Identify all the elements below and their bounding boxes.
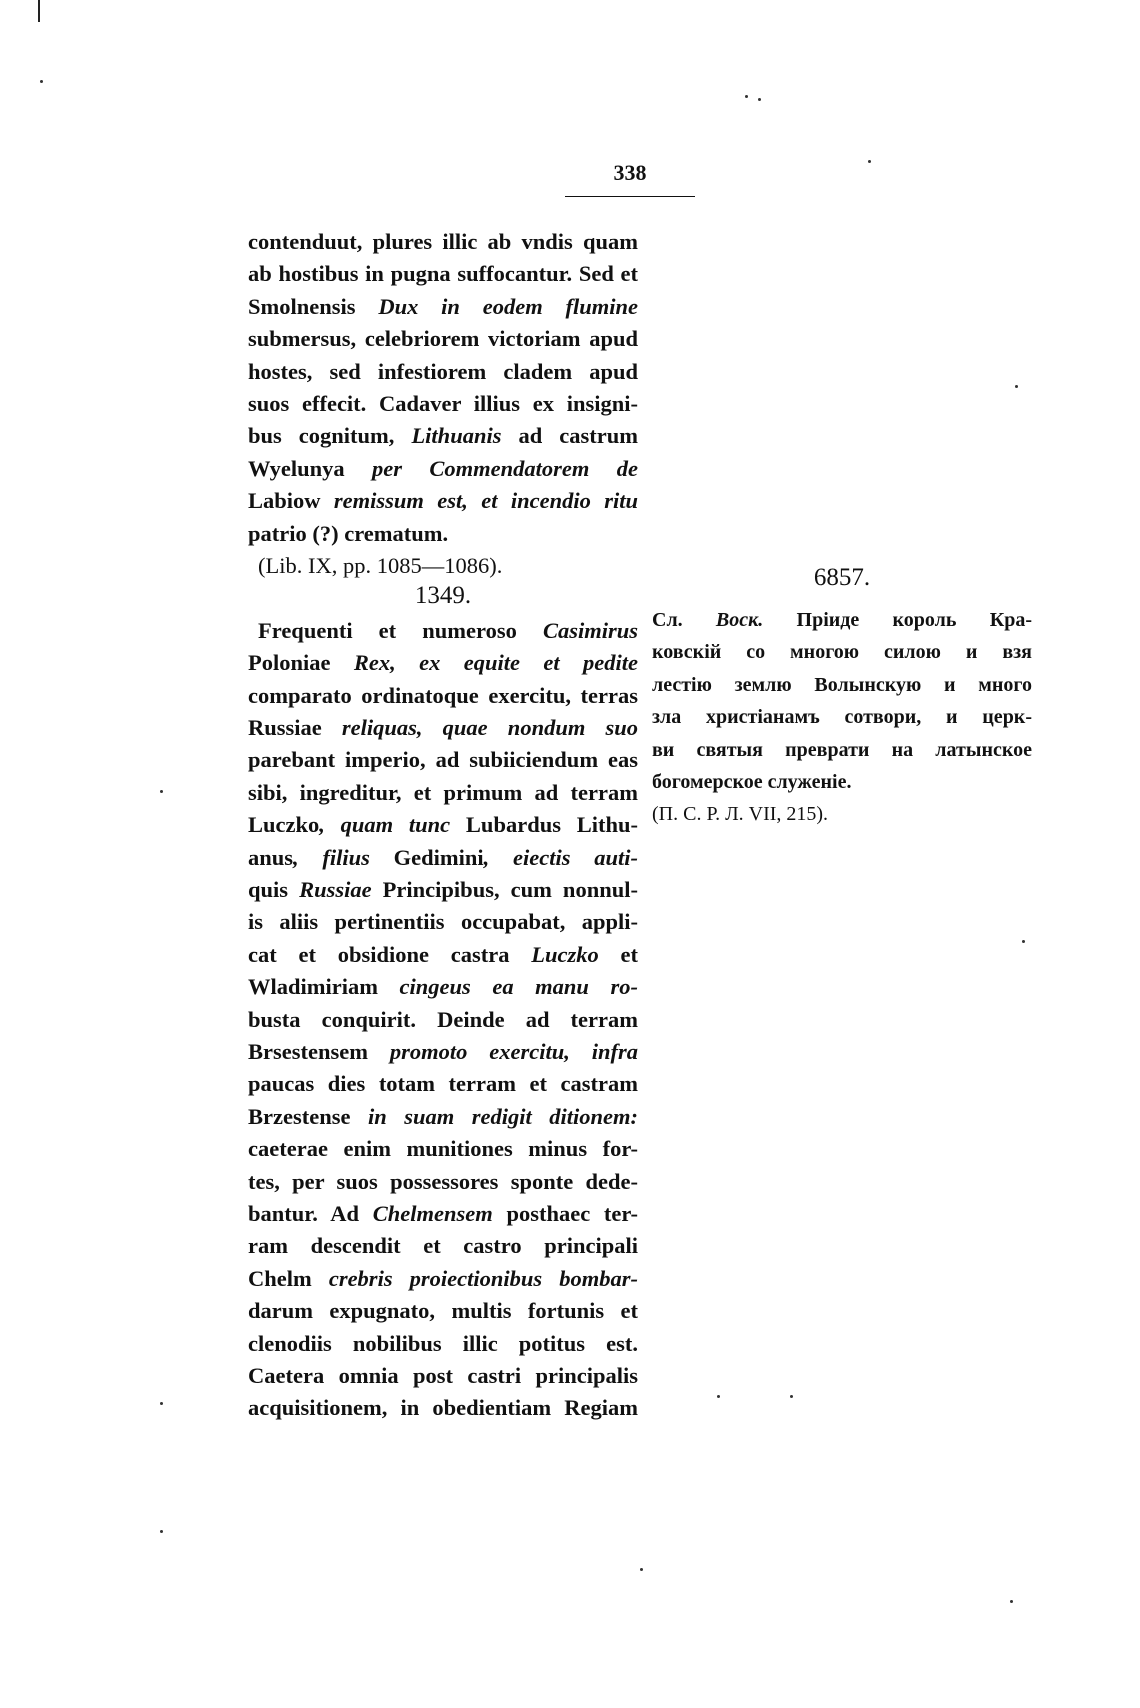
- text-segment: Lubardus Lithu-: [465, 812, 638, 838]
- text-line: busta conquirit. Deinde ad terram: [248, 1006, 638, 1032]
- text-segment: Poloniae: [248, 650, 331, 676]
- scan-speck: [758, 98, 761, 101]
- text-line: [248, 973, 638, 1001]
- text-line: tes, per suos possessores sponte dede-: [248, 1168, 638, 1194]
- text-segment: Labiow: [248, 488, 321, 514]
- text-line: comparato ordinatoque exercitu, terras: [248, 682, 638, 708]
- top-left-mark: [38, 0, 40, 22]
- text-line: [258, 617, 638, 645]
- text-line: [248, 422, 638, 450]
- italic-name: Воск.: [715, 609, 764, 631]
- text-segment: Principibus, cum nonnul-: [371, 877, 638, 902]
- text-segment: Прiиде король Кра-: [763, 609, 1032, 631]
- italic-name: cingeus ea manu ro-: [378, 974, 638, 1000]
- text-line: [248, 1103, 638, 1131]
- text-line: [248, 455, 638, 483]
- scan-speck: [40, 80, 43, 83]
- text-segment: bus cognitum,: [248, 423, 412, 449]
- italic-name: Chelmensem: [372, 1201, 493, 1226]
- italic-name: per Commendatorem de: [344, 455, 638, 481]
- year-heading-russian: 6857.: [813, 564, 871, 591]
- scan-speck: [1015, 385, 1018, 388]
- text-segment: cat et obsidione castra: [248, 941, 532, 967]
- text-line: contenduut, plures illic ab vndis quam: [248, 229, 638, 254]
- scan-speck: [745, 95, 748, 98]
- text-line: parebant imperio, ad subiiciendum eas: [248, 747, 638, 773]
- text-line-russian: богомерское служенiе.: [652, 771, 852, 793]
- year-heading: 1349.: [414, 582, 472, 610]
- text-line: [248, 844, 638, 872]
- text-segment: Gedimini: [393, 844, 484, 870]
- text-line: [248, 876, 638, 904]
- text-line: [248, 293, 638, 321]
- scan-speck: [717, 1395, 720, 1398]
- text-line: [248, 714, 638, 742]
- italic-name: Luczko: [531, 941, 599, 967]
- reference-line: (Lib. IX, pp. 1085—1086).: [258, 553, 503, 578]
- text-line: [248, 1200, 638, 1228]
- text-line: is aliis pertinentiis occupabat, appli-: [248, 909, 638, 935]
- text-line: caeterae enim munitiones minus for-: [248, 1136, 638, 1162]
- reference-line-russian: (П. С. Р. Л. VII, 215).: [652, 803, 829, 826]
- italic-name: crebris proiectionibus bombar-: [311, 1265, 638, 1291]
- scan-speck: [160, 1402, 163, 1405]
- italic-name: remissum est, et incendio ritu: [320, 488, 638, 514]
- italic-name: in suam redigit ditionem:: [350, 1103, 638, 1129]
- text-segment: ad castrum: [501, 423, 638, 449]
- text-segment: Brzestense: [248, 1103, 351, 1129]
- text-line: sibi, ingreditur, et primum ad terram: [248, 779, 638, 805]
- text-line: [248, 941, 638, 969]
- text-line: patrio (?) crematum.: [248, 520, 449, 546]
- text-line: [248, 1038, 638, 1066]
- text-segment: posthaec ter-: [492, 1201, 638, 1226]
- italic-name: Russiae: [299, 877, 372, 902]
- scan-speck: [640, 1568, 643, 1571]
- text-segment: Smolnensis: [248, 293, 356, 319]
- text-line: ram descendit et castro principali: [248, 1233, 638, 1259]
- text-line-russian: ви святыя преврати на латынское: [652, 738, 1032, 761]
- italic-name: Lithuanis: [411, 423, 502, 449]
- text-line: suos effecit. Cadaver illius ex insigni-: [248, 391, 638, 416]
- text-segment: Frequenti et numeroso: [258, 617, 543, 643]
- text-line: Caetera omnia post castri principalis: [248, 1363, 638, 1388]
- scan-speck: [1010, 1600, 1013, 1603]
- text-line-russian: лестiю землю Волынскую и много: [652, 673, 1032, 696]
- text-line: [248, 487, 638, 515]
- italic-name: Rex, ex equite et pedite: [330, 650, 638, 676]
- italic-name: Dux in eodem flumine: [355, 293, 638, 319]
- text-segment: Russiae: [248, 715, 322, 740]
- page-number-rule: [565, 196, 695, 197]
- text-line: [248, 649, 638, 677]
- text-segment: Wyelunya: [248, 455, 345, 481]
- text-line: submersus, celebriorem victoriam apud: [248, 326, 638, 352]
- scan-speck: [160, 790, 163, 793]
- text-line: darum expugnato, multis fortunis et: [248, 1298, 638, 1324]
- italic-name: promoto exercitu, infra: [367, 1039, 638, 1064]
- text-segment: anus: [248, 844, 294, 870]
- text-segment: et: [598, 941, 639, 967]
- text-segment: Wladimiriam: [248, 974, 378, 1000]
- italic-name: , filius: [293, 844, 394, 870]
- text-segment: Luczko: [248, 812, 320, 838]
- scan-speck: [160, 1530, 163, 1533]
- text-line: [248, 1265, 638, 1293]
- text-line-russian: [652, 606, 1032, 634]
- text-segment: Chelm: [248, 1265, 312, 1291]
- italic-name: , eiectis auti-: [483, 844, 638, 870]
- text-line: [248, 811, 638, 839]
- scan-speck: [1022, 940, 1025, 943]
- text-line: ab hostibus in pugna suffocantur. Sed et: [248, 261, 638, 287]
- text-line: paucas dies totam terram et castram: [248, 1071, 638, 1097]
- text-line-russian: зла христiанамъ сотвори, и церк-: [652, 706, 1032, 729]
- italic-name: Casimirus: [542, 617, 638, 643]
- text-line: clenodiis nobilibus illic potitus est.: [248, 1330, 638, 1356]
- text-line: acquisitionem, in obedientiam Regiam: [248, 1395, 638, 1421]
- scan-speck: [790, 1395, 793, 1398]
- page-number: 338: [613, 160, 647, 185]
- text-line-russian: ковскiй со многою силою и взя: [652, 641, 1032, 664]
- text-segment: Brsestensem: [248, 1039, 368, 1064]
- text-segment: Сл.: [652, 609, 716, 631]
- italic-name: reliquas, quae nondum suo: [321, 715, 638, 740]
- scan-speck: [868, 160, 871, 163]
- text-segment: quis: [248, 877, 300, 902]
- italic-name: , quam tunc: [319, 812, 466, 838]
- text-segment: bantur. Ad: [248, 1201, 373, 1226]
- text-line: hostes, sed infestiorem cladem apud: [248, 358, 638, 384]
